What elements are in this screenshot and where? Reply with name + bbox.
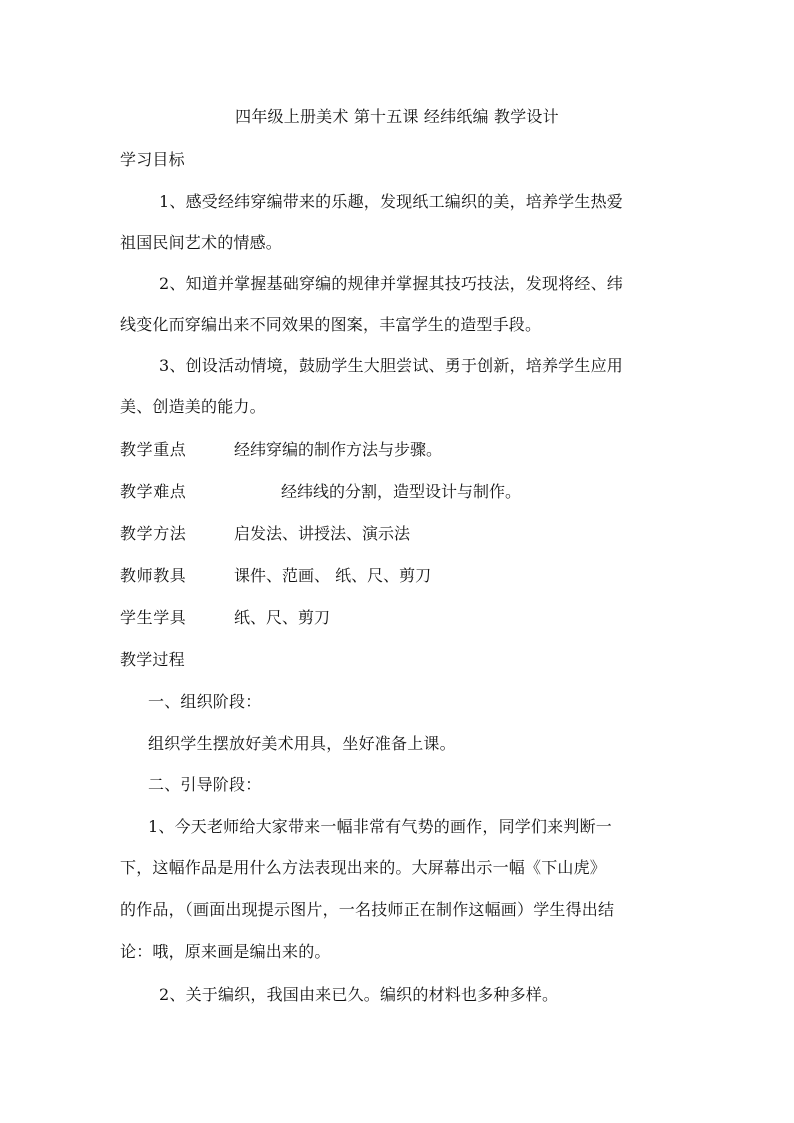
objective-3-line-2: 美、创造美的能力。: [120, 397, 266, 416]
objective-2-line-2: 线变化而穿编出来不同效果的图案，丰富学生的造型手段。: [120, 315, 542, 334]
stage-2-p1-line-2: 下，这幅作品是用什么方法表现出来的。大屏幕出示一幅《下山虎》: [120, 858, 607, 877]
objective-1-line-1: 1、感受经纬穿编带来的乐趣，发现纸工编织的美，培养学生热爱: [159, 192, 623, 211]
objective-2-line-1: 2、知道并掌握基础穿编的规律并掌握其技巧技法，发现将经、纬: [159, 274, 623, 293]
difficulty-value: 经纬线的分割，造型设计与制作。: [281, 482, 522, 501]
objectives-heading: 学习目标: [120, 150, 185, 169]
objective-1-line-2: 祖国民间艺术的情感。: [120, 233, 283, 252]
stage-2-p1-line-3: 的作品，（画面出现提示图片，一名技师正在制作这幅画）学生得出结: [120, 900, 615, 919]
stage-2-p1-line-4: 论：哦，原来画是编出来的。: [120, 942, 331, 961]
key-point-value: 经纬穿编的制作方法与步骤。: [234, 440, 443, 459]
method-label: 教学方法: [120, 524, 187, 543]
key-point-label: 教学重点: [120, 440, 187, 459]
stage-1-text: 组织学生摆放好美术用具，坐好准备上课。: [148, 734, 456, 753]
student-tools-value: 纸、尺、剪刀: [234, 608, 331, 627]
method-value: 启发法、讲授法、演示法: [234, 524, 411, 543]
stage-2-heading: 二、引导阶段：: [148, 775, 262, 794]
stage-2-p2: 2、关于编织，我国由来已久。编织的材料也多种多样。: [159, 985, 559, 1004]
teacher-tools-label: 教师教具: [120, 566, 187, 585]
process-heading: 教学过程: [120, 650, 185, 669]
difficulty-label: 教学难点: [120, 482, 187, 501]
objective-3-line-1: 3、创设活动情境，鼓励学生大胆尝试、勇于创新，培养学生应用: [159, 356, 623, 375]
teacher-tools-value: 课件、范画、 纸、尺、剪刀: [234, 566, 432, 585]
document-title: 四年级上册美术 第十五课 经纬纸编 教学设计: [235, 107, 559, 126]
stage-2-p1-line-1: 1、今天老师给大家带来一幅非常有气势的画作，同学们来判断一: [148, 817, 612, 836]
stage-1-heading: 一、组织阶段：: [148, 692, 262, 711]
student-tools-label: 学生学具: [120, 608, 187, 627]
